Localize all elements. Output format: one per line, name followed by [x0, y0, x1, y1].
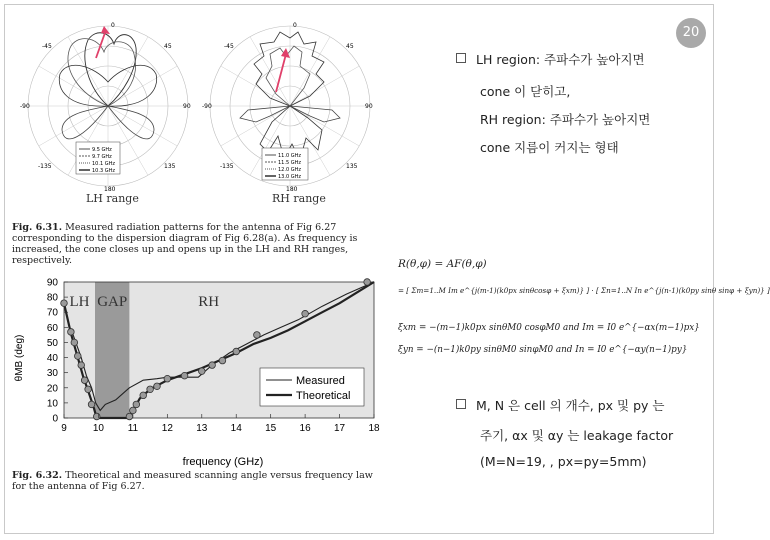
region-label-rh: RH — [198, 294, 220, 310]
y-tick-label: 40 — [46, 353, 58, 365]
tick-neg135: -135 — [220, 163, 234, 170]
measured-point — [164, 375, 171, 382]
tick-180: 180 — [286, 186, 298, 193]
x-tick-label: 16 — [299, 423, 311, 434]
y-tick-label: 80 — [46, 292, 58, 304]
x-tick-label: 9 — [61, 423, 67, 434]
lh-legend-4: 10.3 GHz — [92, 168, 115, 174]
tick-neg45: -45 — [42, 43, 52, 50]
rh-legend-2: 11.5 GHz — [278, 160, 301, 166]
tick-90: 90 — [183, 103, 191, 110]
bullet-parameters — [456, 396, 664, 416]
y-tick-label: 50 — [46, 337, 58, 349]
lh-legend-1: 9.5 GHz — [92, 147, 112, 153]
formula-xi-x: ξxm = −(m−1)k0px sinθM0 cosφM0 and Im = I0 e^{−αx(m−1)px} — [398, 323, 700, 333]
y-tick-label: 0 — [52, 413, 58, 425]
formula-r: R(θ,φ) = AF(θ,φ) — [398, 258, 487, 270]
measured-point — [147, 386, 154, 393]
measured-point — [68, 329, 75, 336]
x-tick-label: 14 — [230, 423, 242, 434]
y-tick-label: 90 — [46, 277, 58, 289]
bullet2-line1: M, N 은 cell 의 개수, px 및 py 는 — [476, 398, 665, 413]
scan-angle-chart — [8, 268, 388, 470]
tick-neg90: -90 — [20, 103, 30, 110]
bullet-box-icon — [456, 53, 466, 63]
tick-135: 135 — [346, 163, 358, 170]
lh-legend-3: 10.1 GHz — [92, 161, 115, 167]
tick-neg90: -90 — [202, 103, 212, 110]
y-tick-label: 20 — [46, 383, 58, 395]
x-axis-label: frequency (GHz) — [182, 456, 264, 468]
measured-point — [130, 407, 137, 414]
measured-point — [93, 413, 100, 420]
measured-point — [154, 383, 161, 390]
measured-point — [88, 401, 95, 408]
rh-range-label: RH range — [272, 192, 326, 205]
lh-arrow-head — [101, 26, 110, 34]
y-tick-label: 70 — [46, 307, 58, 319]
lh-legend-2: 9.7 GHz — [92, 154, 112, 160]
lh-direction-arrow — [96, 30, 106, 58]
measured-point — [181, 372, 188, 379]
measured-point — [302, 310, 309, 317]
x-tick-label: 11 — [127, 423, 139, 434]
measured-point — [364, 279, 371, 286]
tick-neg135: -135 — [38, 163, 52, 170]
fig-6-31-text: Measured radiation patterns for the antenna of Fig 6.27 corresponding to the dispersion diagram of Fig 6.28(a). As frequency is increased, the cone closes up and opens up in the LH and RH ranges, respectively. — [12, 222, 358, 266]
y-axis-label: θMB (deg) — [14, 334, 25, 382]
tick-neg45: -45 — [224, 43, 234, 50]
rh-legend-3: 12.0 GHz — [278, 167, 301, 173]
legend-theoretical: Theoretical — [296, 390, 351, 402]
y-tick-label: 10 — [46, 398, 58, 410]
fig-6-31-caption — [12, 222, 388, 266]
measured-point — [209, 362, 216, 369]
tick-90: 90 — [365, 103, 373, 110]
measured-point — [133, 401, 140, 408]
bullet1-line4: cone 지름이 커지는 형태 — [480, 140, 619, 155]
tick-0: 0 — [111, 22, 115, 29]
formula-xi-y: ξyn = −(n−1)k0py sinθM0 sinφM0 and In = I0 e^{−αy(n−1)py} — [398, 345, 688, 355]
tick-45: 45 — [164, 43, 172, 50]
measured-point — [140, 392, 147, 399]
y-tick-label: 60 — [46, 322, 58, 334]
x-tick-label: 13 — [196, 423, 208, 434]
measured-point — [61, 300, 68, 307]
rh-pattern-1 — [254, 32, 324, 106]
fig-6-32-text: Theoretical and measured scanning angle versus frequency law for the antenna of Fig 6.27. — [12, 470, 373, 492]
measured-point — [71, 339, 78, 346]
measured-point — [233, 348, 240, 355]
measured-point — [81, 377, 88, 384]
fig-6-32-label: Fig. 6.32. — [12, 470, 63, 481]
fig-6-31-label: Fig. 6.31. — [12, 222, 63, 233]
fig-6-32-caption — [12, 470, 388, 492]
region-label-lh: LH — [69, 294, 90, 310]
bullet1-line3: RH region: 주파수가 높아지면 — [480, 112, 651, 127]
rh-legend-4: 13.0 GHz — [278, 174, 301, 180]
measured-point — [85, 386, 92, 393]
page-number-badge: 20 — [676, 18, 706, 48]
rh-polar-plot — [200, 18, 380, 193]
rh-legend-1: 11.0 GHz — [278, 153, 301, 159]
measured-point — [126, 413, 133, 420]
measured-point — [198, 368, 205, 375]
rh-direction-arrow — [276, 54, 286, 92]
bullet-lh-rh — [456, 50, 645, 70]
x-tick-label: 17 — [333, 423, 346, 434]
tick-135: 135 — [164, 163, 176, 170]
y-tick-label: 30 — [46, 368, 58, 380]
lh-polar-plot — [18, 18, 198, 193]
region-label-gap: GAP — [97, 294, 128, 310]
bullet2-line2: 주기, αx 및 αy 는 leakage factor — [480, 428, 674, 443]
measured-point — [78, 362, 85, 369]
x-tick-label: 12 — [161, 423, 173, 434]
x-tick-label: 10 — [92, 423, 105, 434]
x-tick-label: 18 — [368, 423, 380, 434]
tick-45: 45 — [346, 43, 354, 50]
lh-range-label: LH range — [86, 192, 139, 205]
bullet2-line3: (M=N=19, , px=py=5mm) — [480, 454, 647, 469]
measured-point — [74, 353, 81, 360]
measured-point — [254, 332, 261, 339]
measured-point — [219, 357, 226, 364]
bullet1-line2: cone 이 닫히고, — [480, 84, 571, 99]
tick-0: 0 — [293, 22, 297, 29]
tick-180: 180 — [104, 186, 116, 193]
x-tick-label: 15 — [265, 423, 277, 434]
legend-measured: Measured — [296, 375, 345, 387]
bullet1-line1: LH region: 주파수가 높아지면 — [476, 52, 645, 67]
bullet-box-icon — [456, 399, 466, 409]
formula-af: = [ Σm=1..M Im e^{j(m-1)(k0px sinθcosφ + ξxm)} ] · [ Σn=1..N In e^{j(n-1)(k0py sinθ sinφ + ξyn)} ] — [398, 286, 770, 295]
